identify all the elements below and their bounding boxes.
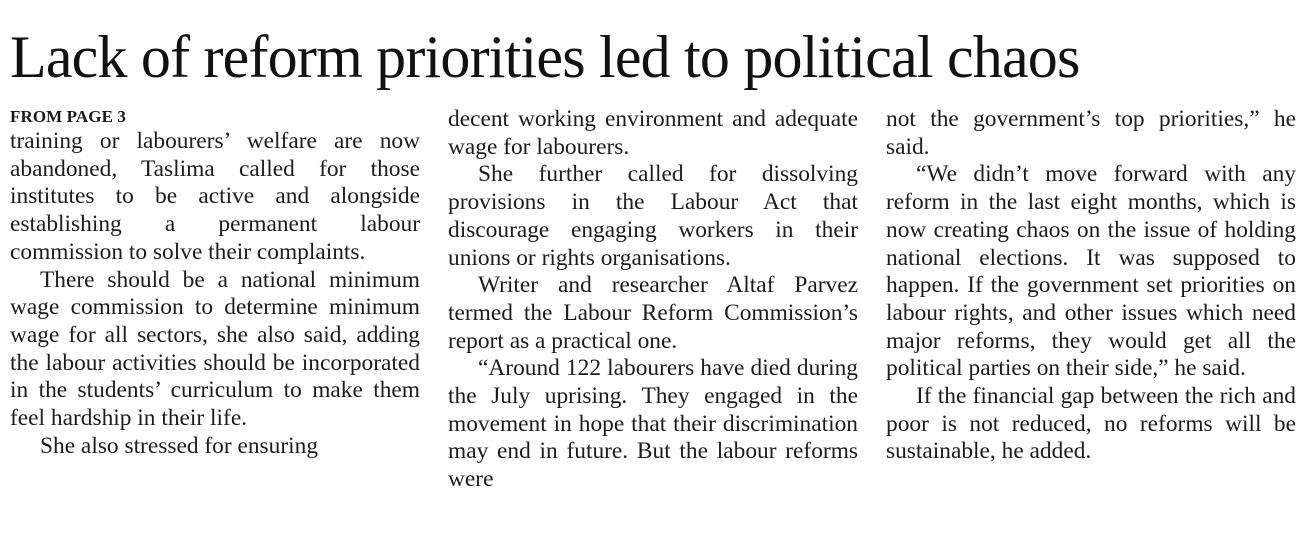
paragraph: Writer and researcher Altaf Parvez termed the Labour Reform Commission’s report as a practical one. (448, 272, 858, 354)
paragraph: decent working environment and adequate wage for labourers. (448, 106, 858, 160)
paragraph: She also stressed for ensuring (40, 432, 319, 459)
paragraph: “We didn’t move forward with any reform in the last eight months, which is now creating chaos on the issue of holding national elections. It was supposed to happen. If the government set priorities on labour rights, and other issues which need major reforms, they would get all the political parties on their side,” he said. (886, 161, 1296, 382)
article-column-3 (886, 106, 1296, 466)
headline: Lack of reform priorities led to political chaos (10, 24, 1080, 90)
paragraph: training or labourers’ welfare are now abandoned, Taslima called for those institutes to be active and alongside establishing a permanent labour commission to solve their complaints. (10, 128, 420, 265)
paragraph: not the government’s top priorities,” he said. (886, 106, 1296, 160)
paragraph: “Around 122 labourers have died during the July uprising. They engaged in the movement in hope that their discrimination may end in future. But the labour reforms were (448, 355, 858, 493)
article-column-2 (448, 106, 858, 494)
paragraph: If the financial gap between the rich and poor is not reduced, no reforms will be sustainable, he added. (886, 383, 1296, 465)
article-column-1 (10, 106, 420, 460)
paragraph: There should be a national minimum wage commission to determine minimum wage for all sectors, she also said, adding the labour activities should be incorporated in the students’ curriculum to make them feel hardship in their life. (10, 266, 420, 432)
paragraph: She further called for dissolving provisions in the Labour Act that discourage engaging workers in their unions or rights organisations. (448, 161, 858, 271)
continuation-kicker: FROM PAGE 3 (10, 107, 126, 126)
